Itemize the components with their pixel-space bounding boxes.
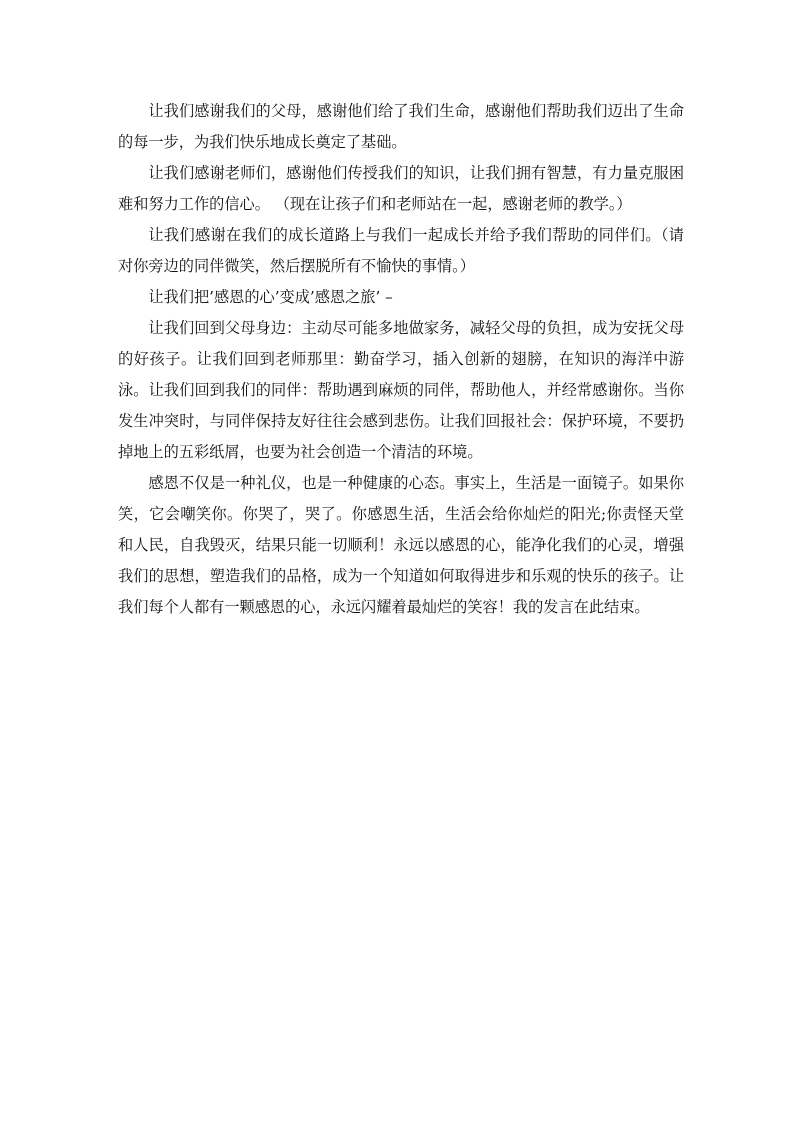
paragraph-give-back: 让我们回到父母身边：主动尽可能多地做家务，减轻父母的负担，成为安抚父母的好孩子。让我们回到老师那里：勤奋学习，插入创新的翅膀，在知识的海洋中游泳。让我们回到我们的同伴：帮助遇到麻烦的同伴，帮助他人，并经常感谢你。当你发生冲突时，与同伴保持友好往往会感到悲伤。让我们回报社会：保护环境，不要扔掉地上的五彩纸屑，也要为社会创造一个清洁的环境。 (118, 319, 684, 461)
paragraph-thank-companions: 让我们感谢在我们的成长道路上与我们一起成长并给予我们帮助的同伴们。（请对你旁边的同伴微笑，然后摆脱所有不愉快的事情。） (118, 226, 684, 275)
paragraph-conclusion: 感恩不仅是一种礼仪，也是一种健康的心态。事实上，生活是一面镜子。如果你笑，它会嘲笑你。你哭了，哭了。你感恩生活，生活会给你灿烂的阳光;你责怪天堂和人民，自我毁灭，结果只能一切顺利！永远以感恩的心，能净化我们的心灵，增强我们的思想，塑造我们的品格，成为一个知道如何取得进步和乐观的快乐的孩子。让我们每个人都有一颗感恩的心，永远闪耀着最灿烂的笑容！我的发言在此结束。 (118, 474, 684, 616)
paragraph-thank-parents: 让我们感谢我们的父母，感谢他们给了我们生命，感谢他们帮助我们迈出了生命的每一步，为我们快乐地成长奠定了基础。 (118, 102, 684, 151)
speech-body (118, 96, 684, 623)
paragraph-thank-teachers: 让我们感谢老师们，感谢他们传授我们的知识，让我们拥有智慧，有力量克服困难和努力工作的信心。 （现在让孩子们和老师站在一起，感谢老师的教学。） (118, 164, 684, 213)
paragraph-gratitude-journey: 让我们把’感恩的心’变成’感恩之旅’ – (148, 288, 393, 306)
